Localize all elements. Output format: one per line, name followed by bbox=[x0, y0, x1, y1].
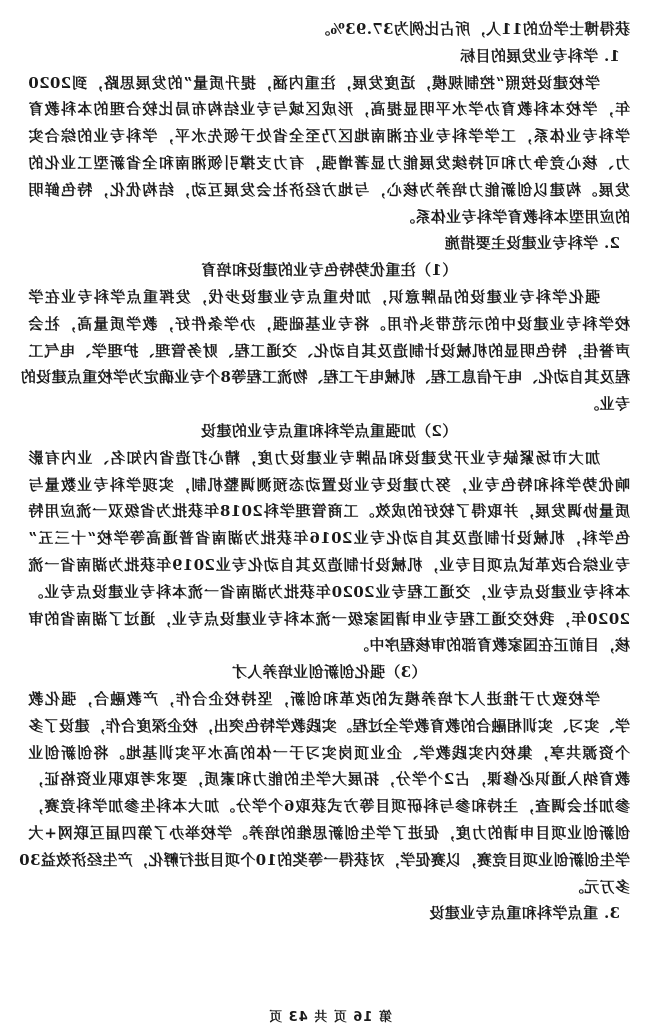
paragraph-line: 多万元。 bbox=[568, 877, 630, 896]
paragraph-line: 教育纳入通识必修课，占2个学分，拓展大学生的能力和素质，要求考取职业资格证， bbox=[28, 770, 630, 789]
paragraph-line: 校学科专业建设中的示范带头作用。将专业基础强，办学条件好，教学质量高，社会 bbox=[28, 314, 630, 333]
section-heading: 2. 学科专业建设主要措施 bbox=[444, 234, 620, 253]
paragraph-line: 质量协调发展，并取得了较好的成效。工商管理学科2018年获批为省级双一流应用特 bbox=[28, 502, 630, 521]
paragraph-line: 色学科，机械设计制造及其自动化专业2016年获批为湖南省普通高等学校“十三五” bbox=[28, 529, 630, 548]
paragraph-line: 年，学校本科教育办学水平明显提高，形成区域与专业结构布局比较合理的本科教育 bbox=[28, 100, 630, 119]
paragraph-line: 程及其自动化、电子信息工程、机械电子工程、物流工程等8个专业确定为学校重点建设的 bbox=[20, 368, 630, 387]
paragraph-line: 核，目前正在国家教育部的审核程序中。 bbox=[353, 636, 630, 655]
paragraph-line: 声誉佳，特色明显的机械设计制造及其自动化、交通工程、财务管理、护理学、电气工 bbox=[28, 341, 630, 360]
paragraph-line: 力、核心竞争力和可持续发展能力显著增强，有力支撑引领湘南和全省新型工业化的 bbox=[28, 153, 630, 172]
subsection-heading: （2）加强重点学科和重点专业的建设 bbox=[200, 421, 458, 440]
section-heading: 1. 学科专业发展的目标 bbox=[459, 46, 620, 65]
paragraph-line: 创新创业项目申请的力度，促进了学生创新思维的培养。学校举办了第四届互联网+大 bbox=[28, 823, 630, 842]
paragraph-line: 的应用型本科教育学科专业体系。 bbox=[399, 207, 630, 226]
paragraph-line: 强化学科专业建设的品牌意识，加快重点专业建设步伐，发挥重点学科专业在学 bbox=[28, 287, 600, 306]
paragraph-line: 获得博士学位的11人，所占比例为37.93%。 bbox=[314, 20, 630, 38]
document-body bbox=[18, 16, 630, 927]
paragraph-line: 加大市场紧缺专业开发建设和品牌专业建设力度，精心打造省内知名、业内有影 bbox=[28, 448, 600, 467]
paragraph-line: 本科专业建设点专业，交通工程专业2020年获批为湖南省一流本科专业建设点专业。 bbox=[28, 582, 630, 601]
paragraph-line: 学、实习、实训相融合的教育教学全过程。实践教学特色突出，校企深度合作，建设了多 bbox=[28, 716, 630, 735]
paragraph-line: 发展。构建以创新能力培养为核心，与地方经济社会发展互动，结构优化，特色鲜明 bbox=[28, 180, 630, 199]
paragraph-line: 学校致力于推进人才培养模式的改革和创新，坚持校企合作，产教融合，强化教 bbox=[28, 689, 600, 708]
paragraph-line: 专业。 bbox=[583, 395, 630, 414]
paragraph-line: 响优势学科和特色专业，努力建设专业设置动态预测调整机制，实现学科专业数量与 bbox=[28, 475, 630, 494]
page-footer: 第 16 页 共 43 页 bbox=[268, 1010, 392, 1025]
paragraph-line: 学科专业体系，工学学科专业在湘南地区乃至全省处于领先水平，学科专业的综合实 bbox=[28, 127, 630, 146]
subsection-heading: （3）强化创新创业培养人才 bbox=[231, 663, 427, 682]
paragraph-line: 学校建设按照“控制规模，适度发展，注重内涵，提升质量”的发展思路，到2020 bbox=[28, 73, 600, 92]
section-heading: 3. 重点学科和重点专业建设 bbox=[429, 904, 620, 923]
paragraph-line: 参加社会调查，主持和参与科研项目等方式获取6个学分。加大本科生参加学科竞赛， bbox=[28, 797, 630, 816]
paragraph-line: 专业综合改革试点项目专业，机械设计制造及其自动化专业2019年获批为湖南省一流 bbox=[28, 555, 630, 574]
paragraph-line: 个资源共享，集校内实践教学、企业顶岗实习于一体的高水平实训基地。将创新创业 bbox=[28, 743, 630, 762]
subsection-heading: （1）注重优势特色专业的建设和培育 bbox=[200, 261, 458, 280]
paragraph-line: 2020年，我校交通工程专业申请国家级一流本科专业建设点专业，通过了湖南省的审 bbox=[28, 609, 630, 628]
paragraph-line: 学生创新创业项目竞赛，以赛促学，对获得一等奖的10个项目进行孵化，产生经济效益30 bbox=[18, 850, 630, 869]
